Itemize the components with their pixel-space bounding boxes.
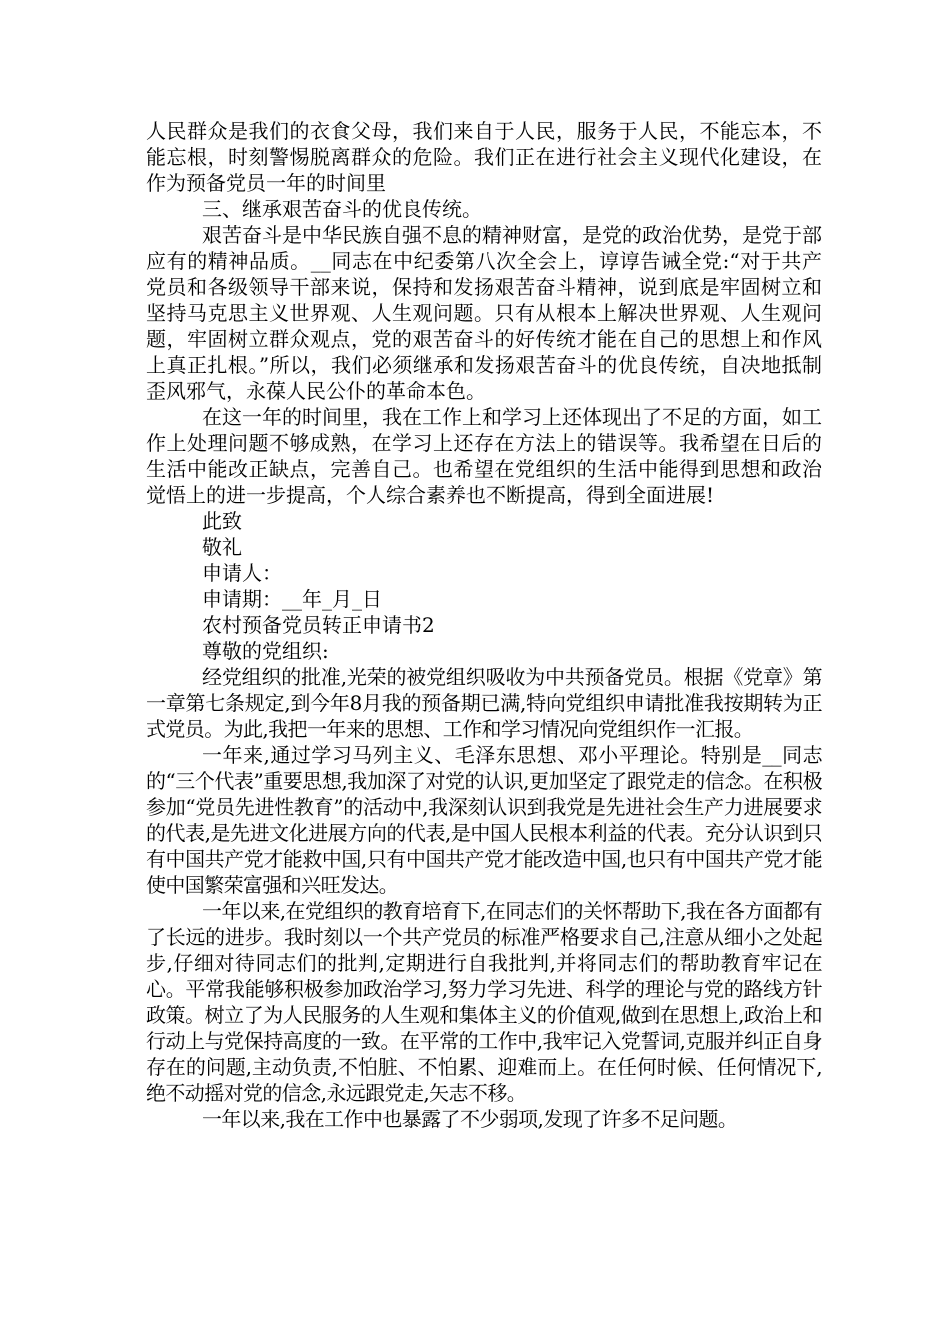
paragraph-weaknesses: 一年以来,我在工作中也暴露了不少弱项,发现了许多不足问题。 (202, 1107, 738, 1131)
document-title-2: 农村预备党员转正申请书2 (202, 613, 435, 637)
paragraph-study: 一年来,通过学习马列主义、毛泽东思想、邓小平理论。特别是__同志的“三个代表”重要思想,我加深了对党的认识,更加坚定了跟党走的信念。在积极参加“党员先进性教育”的活动中,我深刻认识到我党是先进社会生产力进展要求的代表,是先进文化进展方向的代表,是中国人民根本利益的代表。充分认识到只有中国共产党才能救中国,只有中国共产党才能改造中国,也只有中国共产党才能使中国繁荣富强和兴旺发达。 (146, 743, 822, 897)
closing-jingli: 敬礼 (202, 535, 242, 559)
paragraph-approval: 经党组织的批准,光荣的被党组织吸收为中共预备党员。根据《党章》第一章第七条规定,到今年8月我的预备期已满,特向党组织申请批准我按期转为正式党员。为此,我把一年来的思想、工作和学习情况向党组织作一汇报。 (146, 665, 822, 741)
salutation: 尊敬的党组织: (202, 639, 329, 663)
document-page (146, 118, 822, 1132)
paragraph-shortcomings: 在这一年的时间里，我在工作上和学习上还体现出了不足的方面，如工作上处理问题不够成熟，在学习上还存在方法上的错误等。我希望在日后的生活中能改正缺点，完善自己。也希望在党组织的生活中能得到思想和政治觉悟上的进一步提高，个人综合素养也不断提高，得到全面进展! (146, 405, 822, 507)
paragraph-progress: 一年以来,在党组织的教育培育下,在同志们的关怀帮助下,我在各方面都有了长远的进步。我时刻以一个共产党员的标准严格要求自己,注意从细小之处起步,仔细对待同志们的批判,定期进行自我批判,并将同志们的帮助教育牢记在心。平常我能够积极参加政治学习,努力学习先进、科学的理论与党的路线方针政策。树立了为人民服务的人生观和集体主义的价值观,做到在思想上,政治上和行动上与党保持高度的一致。在平常的工作中,我牢记入党誓词,克服并纠正自身存在的问题,主动负责,不怕脏、不怕累、迎难而上。在任何时候、任何情况下,绝不动摇对党的信念,永远跟党走,矢志不移。 (146, 899, 822, 1105)
paragraph-hard-work: 艰苦奋斗是中华民族自强不息的精神财富，是党的政治优势，是党于部应有的精神品质。__同志在中纪委第八次全会上，谆谆告诫全党:“对于共产党员和各级领导干部来说，保持和发扬艰苦奋斗精神，说到底是牢固树立和坚持马克思主义世界观、人生观问题。只有从根本上解决世界观、人生观问题，牢固树立群众观点，党的艰苦奋斗的好传统才能在自己的思想上和作风上真正扎根。”所以，我们必须继承和发扬艰苦奋斗的优良传统，自决地抵制歪风邪气，永葆人民公仆的革命本色。 (146, 223, 822, 403)
section-heading-hard-work: 三、继承艰苦奋斗的优良传统。 (202, 197, 482, 221)
closing-cizhi: 此致 (202, 509, 242, 533)
applicant-line: 申请人： (202, 561, 282, 585)
date-line: 申请期：__年_月_日 (202, 587, 382, 611)
paragraph-masses: 人民群众是我们的衣食父母，我们来自于人民，服务于人民，不能忘本，不能忘根，时刻警惕脱离群众的危险。我们正在进行社会主义现代化建设，在作为预备党员一年的时间里 (146, 119, 822, 195)
